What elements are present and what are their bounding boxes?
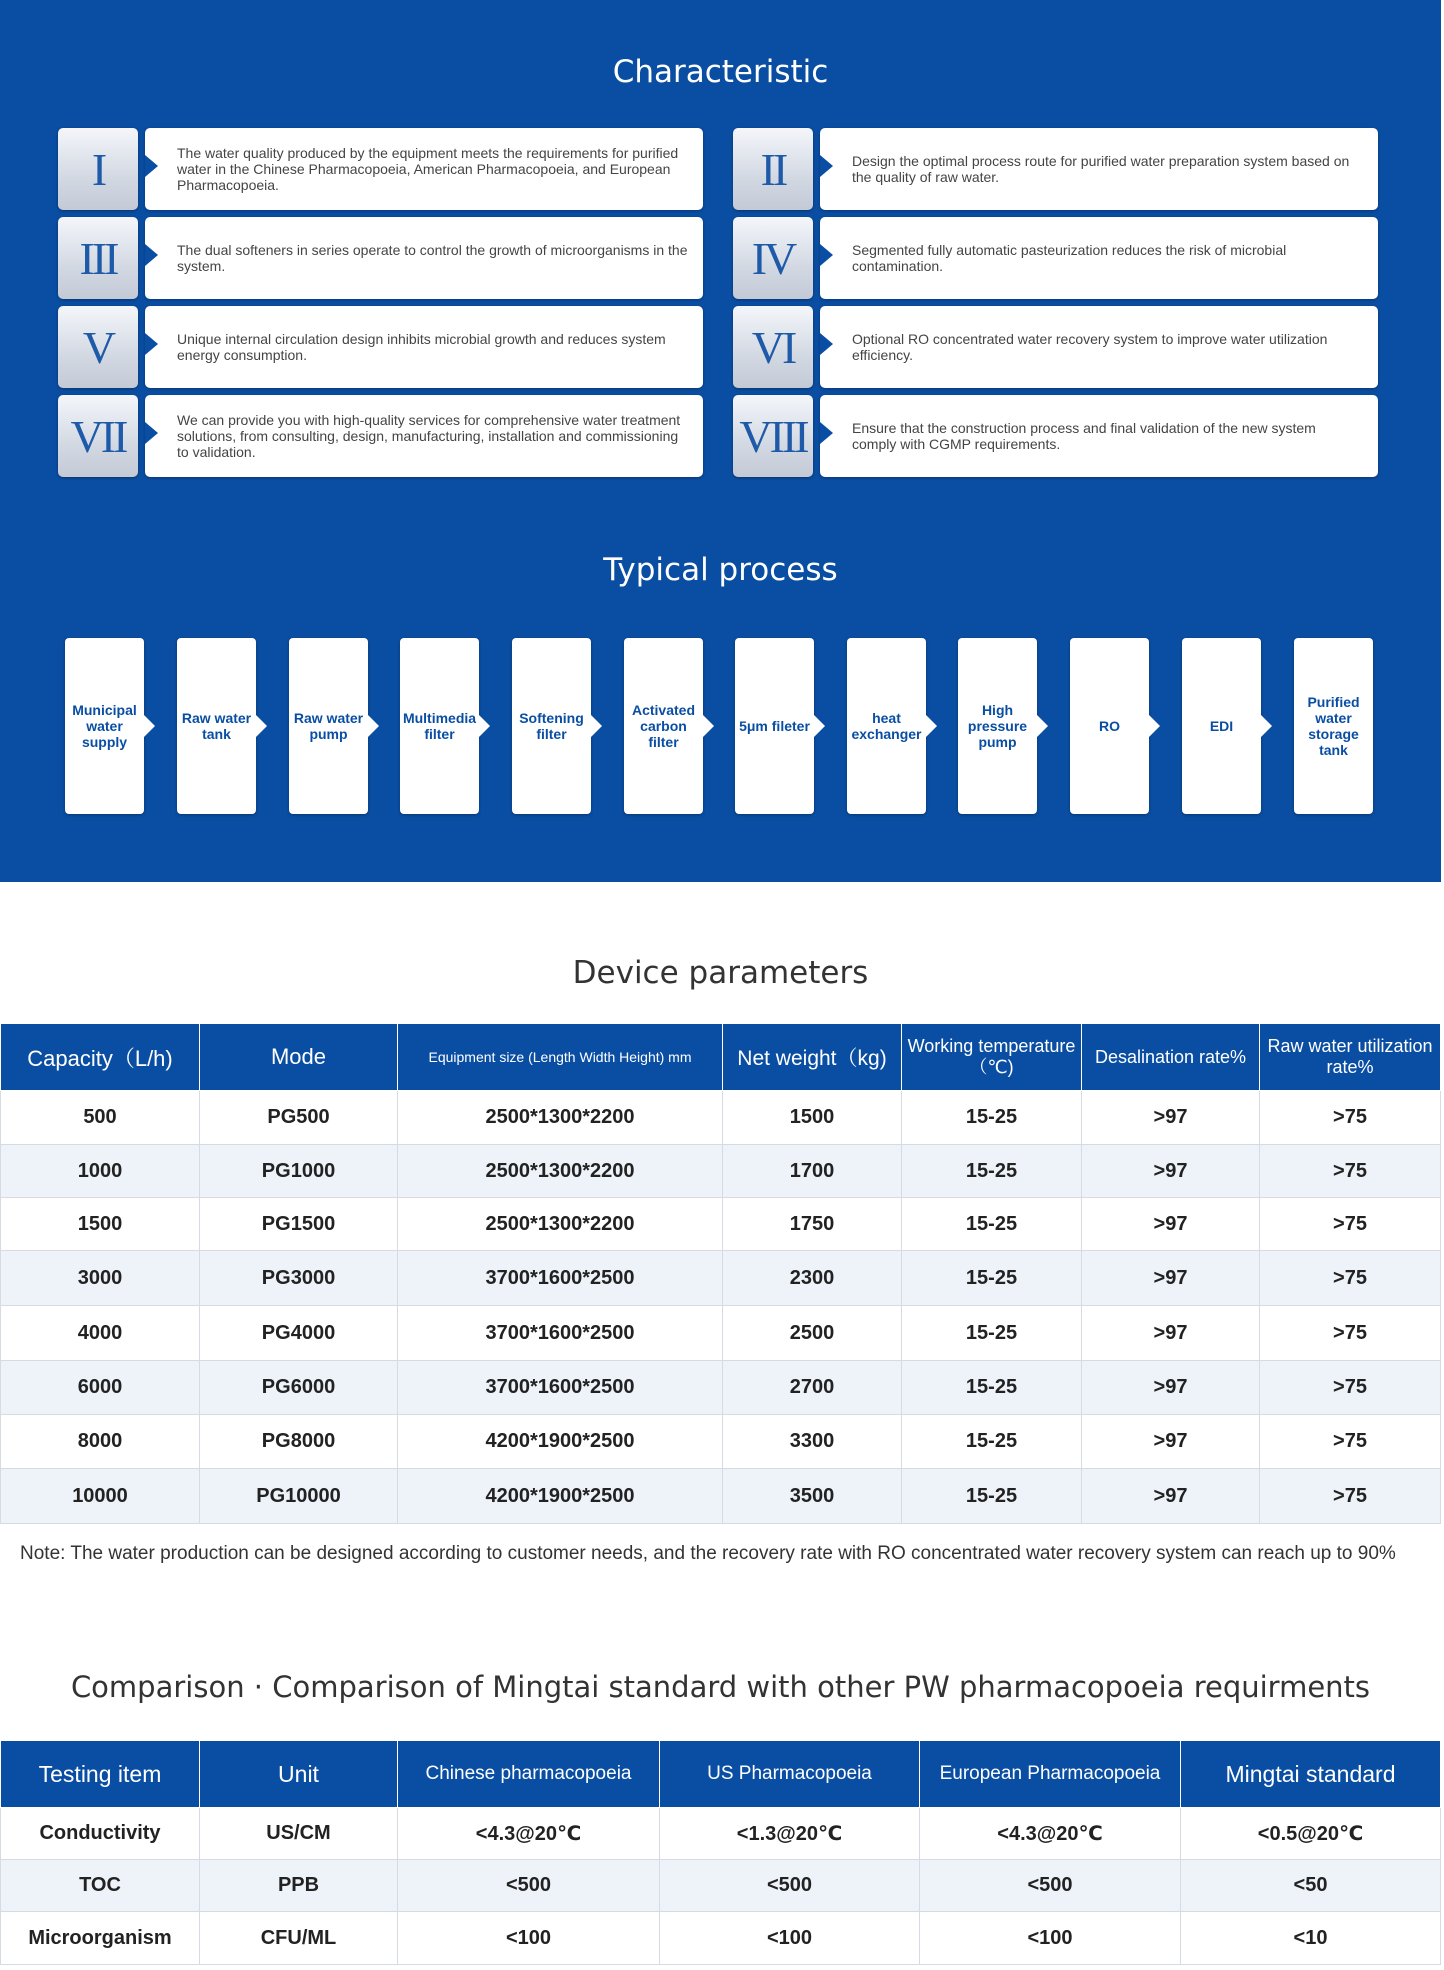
table-cell: TOC [1,1860,200,1912]
table-cell: PG1500 [200,1198,398,1251]
table-cell: >97 [1082,1469,1260,1524]
table-cell: 3000 [1,1251,200,1306]
table-cell: 1750 [723,1198,902,1251]
table-cell: <500 [398,1860,660,1912]
table-cell: 4200*1900*2500 [398,1415,723,1469]
features-panel [0,0,1441,882]
process-step: Activated carbon filter [624,638,703,814]
table-cell: Microorganism [1,1912,200,1965]
table-cell: <500 [660,1860,920,1912]
parameters-note: Note: The water production can be designed according to customer needs, and the recovery rate with RO concentrated water recovery system can reach up to 90% [20,1543,1396,1564]
table-cell: 1000 [1,1145,200,1198]
column-header: Raw water utilization rate% [1260,1024,1441,1091]
table-cell: 6000 [1,1361,200,1415]
column-header: Unit [200,1741,398,1808]
table-cell: 15-25 [902,1145,1082,1198]
table-cell: US/CM [200,1808,398,1860]
table-row [1,1808,1441,1860]
table-cell: >75 [1260,1251,1441,1306]
table-row [1,1860,1441,1912]
table-cell: >97 [1082,1145,1260,1198]
table-row [1,1198,1441,1251]
roman-numeral-badge: IV [733,217,813,299]
process-step: Softening filter [512,638,591,814]
table-cell: PG1000 [200,1145,398,1198]
table-cell: <100 [660,1912,920,1965]
table-cell: 3500 [723,1469,902,1524]
characteristic-text: Unique internal circulation design inhibits microbial growth and reduces system energy consumption. [145,306,703,388]
column-header: Equipment size (Length Width Height) mm [398,1024,723,1091]
table-cell: 15-25 [902,1251,1082,1306]
roman-numeral-badge: II [733,128,813,210]
column-header: Mode [200,1024,398,1091]
characteristic-text: The water quality produced by the equipment meets the requirements for purified water in the Chinese Pharmacopoeia, American Pharmacopoeia, and European Pharmacopoeia. [145,128,703,210]
process-step: Raw water tank [177,638,256,814]
characteristic-text: We can provide you with high-quality services for comprehensive water treatment solutions, from consulting, design, manufacturing, installation and commissioning to validation. [145,395,703,477]
table-row [1,1145,1441,1198]
characteristic-text: Segmented fully automatic pasteurization reduces the risk of microbial contamination. [820,217,1378,299]
process-step: heat exchanger [847,638,926,814]
table-cell: >97 [1082,1415,1260,1469]
table-cell: 4000 [1,1306,200,1361]
table-cell: 15-25 [902,1415,1082,1469]
table-cell: CFU/ML [200,1912,398,1965]
table-cell: 2300 [723,1251,902,1306]
table-cell: 10000 [1,1469,200,1524]
column-header: Mingtai standard [1181,1741,1441,1808]
table-cell: <500 [920,1860,1181,1912]
table-cell: Conductivity [1,1808,200,1860]
table-cell: 15-25 [902,1361,1082,1415]
roman-numeral-badge: I [58,128,138,210]
column-header: Working temperature（℃) [902,1024,1082,1091]
column-header: Testing item [1,1741,200,1808]
table-cell: PG4000 [200,1306,398,1361]
table-cell: <1.3@20℃ [660,1808,920,1860]
roman-numeral-badge: VIII [733,395,813,477]
table-cell: <0.5@20℃ [1181,1808,1441,1860]
table-cell: <50 [1181,1860,1441,1912]
table-cell: >75 [1260,1091,1441,1145]
process-step: Multimedia filter [400,638,479,814]
column-header: Chinese pharmacopoeia [398,1741,660,1808]
table-cell: 3700*1600*2500 [398,1251,723,1306]
table-cell: 2500*1300*2200 [398,1198,723,1251]
table-cell: 15-25 [902,1198,1082,1251]
table-cell: 15-25 [902,1091,1082,1145]
table-cell: 4200*1900*2500 [398,1469,723,1524]
comparison-title: Comparison · Comparison of Mingtai standard with other PW pharmacopoeia requirments [70,1670,1371,1704]
typical-process-title: Typical process [603,552,838,588]
characteristic-text: Design the optimal process route for purified water preparation system based on the quality of raw water. [820,128,1378,210]
table-cell: 2500*1300*2200 [398,1091,723,1145]
table-row [1,1306,1441,1361]
table-cell: 2700 [723,1361,902,1415]
table-cell: >75 [1260,1198,1441,1251]
table-cell: 1700 [723,1145,902,1198]
table-cell: >75 [1260,1361,1441,1415]
process-step: Purified water storage tank [1294,638,1373,814]
table-cell: PG500 [200,1091,398,1145]
table-cell: 3300 [723,1415,902,1469]
table-cell: 500 [1,1091,200,1145]
process-step: High pressure pump [958,638,1037,814]
table-cell: PG10000 [200,1469,398,1524]
table-cell: >75 [1260,1306,1441,1361]
table-row [1,1361,1441,1415]
roman-numeral-badge: VII [58,395,138,477]
table-cell: >97 [1082,1361,1260,1415]
comparison-table [0,1740,1441,1965]
characteristic-text: Optional RO concentrated water recovery system to improve water utilization efficiency. [820,306,1378,388]
table-cell: PPB [200,1860,398,1912]
table-cell: >97 [1082,1198,1260,1251]
table-cell: >97 [1082,1306,1260,1361]
process-step: Raw water pump [289,638,368,814]
roman-numeral-badge: V [58,306,138,388]
table-cell: 15-25 [902,1306,1082,1361]
table-cell: <100 [398,1912,660,1965]
table-cell: 2500*1300*2200 [398,1145,723,1198]
table-cell: >97 [1082,1251,1260,1306]
table-row [1,1091,1441,1145]
table-row [1,1912,1441,1965]
table-cell: <4.3@20℃ [398,1808,660,1860]
table-cell: 15-25 [902,1469,1082,1524]
device-parameters-title: Device parameters [572,955,869,991]
column-header: US Pharmacopoeia [660,1741,920,1808]
table-cell: <4.3@20℃ [920,1808,1181,1860]
characteristic-title: Characteristic [612,54,829,90]
table-cell: 2500 [723,1306,902,1361]
table-cell: PG3000 [200,1251,398,1306]
column-header: Capacity（L/h) [1,1024,200,1091]
table-cell: PG6000 [200,1361,398,1415]
table-cell: >97 [1082,1091,1260,1145]
table-cell: 3700*1600*2500 [398,1361,723,1415]
characteristic-text: Ensure that the construction process and final validation of the new system comply with CGMP requirements. [820,395,1378,477]
device-parameters-table [0,1023,1441,1524]
table-cell: 1500 [1,1198,200,1251]
table-row [1,1251,1441,1306]
table-header-row [1,1741,1441,1808]
process-step: Municipal water supply [65,638,144,814]
process-step: 5μm fileter [735,638,814,814]
roman-numeral-badge: III [58,217,138,299]
table-cell: >75 [1260,1469,1441,1524]
process-step: RO [1070,638,1149,814]
table-cell: 8000 [1,1415,200,1469]
table-cell: 3700*1600*2500 [398,1306,723,1361]
table-cell: >75 [1260,1145,1441,1198]
column-header: European Pharmacopoeia [920,1741,1181,1808]
table-cell: <10 [1181,1912,1441,1965]
table-header-row [1,1024,1441,1091]
table-row [1,1469,1441,1524]
table-cell: 1500 [723,1091,902,1145]
table-cell: PG8000 [200,1415,398,1469]
roman-numeral-badge: VI [733,306,813,388]
table-cell: <100 [920,1912,1181,1965]
column-header: Net weight（kg) [723,1024,902,1091]
process-step: EDI [1182,638,1261,814]
characteristic-text: The dual softeners in series operate to control the growth of microorganisms in the system. [145,217,703,299]
column-header: Desalination rate% [1082,1024,1260,1091]
table-cell: >75 [1260,1415,1441,1469]
table-row [1,1415,1441,1469]
